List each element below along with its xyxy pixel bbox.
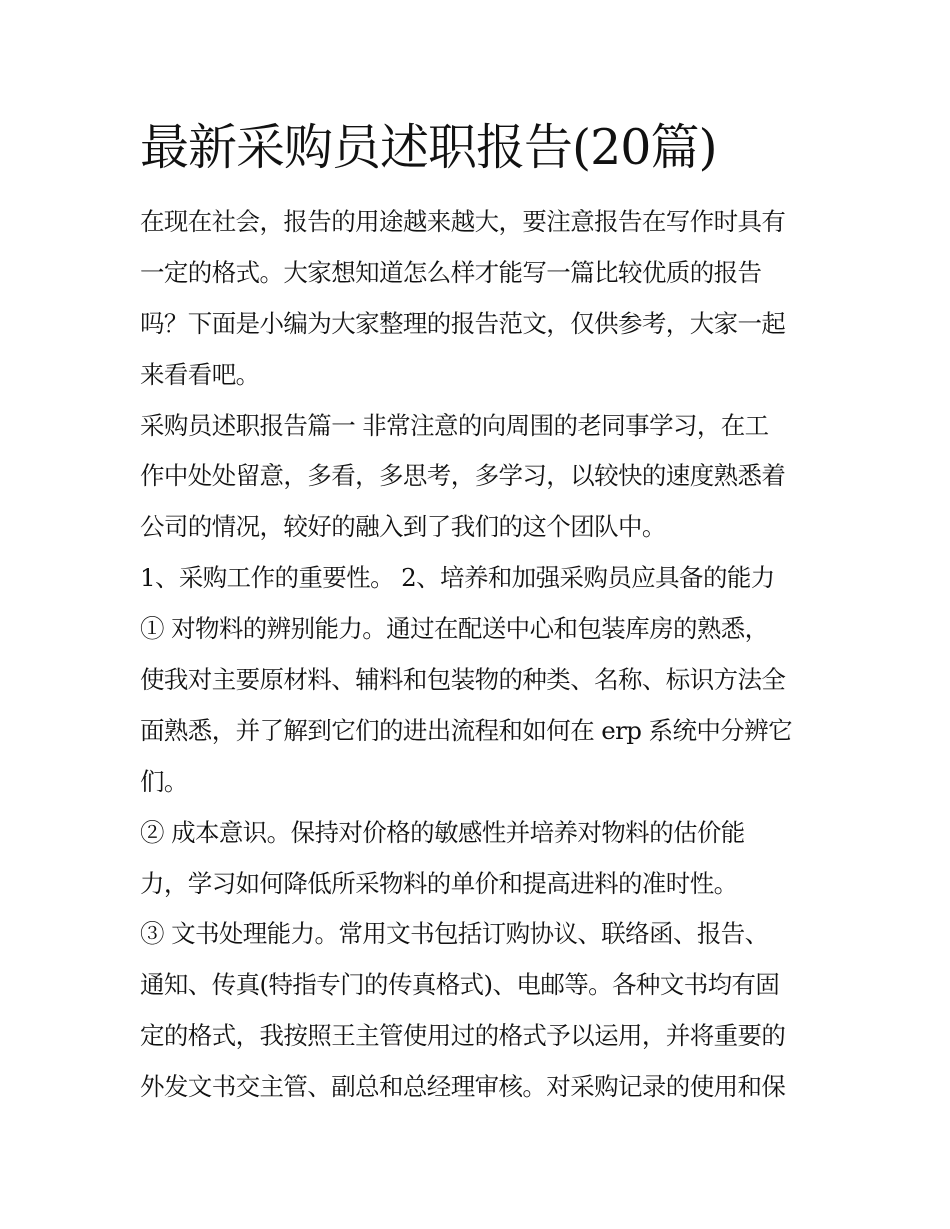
text-line: 力，学习如何降低所采物料的单价和提高进料的准时性。 <box>140 868 738 898</box>
text-line: 外发文书交主管、副总和总经理审核。对采购记录的使用和保 <box>140 1072 786 1102</box>
text-line: 作中处处留意，多看，多思考，多学习，以较快的速度熟悉着 <box>140 461 786 491</box>
text-line: 通知、传真(特指专门的传真格式)、电邮等。各种文书均有固 <box>140 970 780 1000</box>
text-line: 1、采购工作的重要性。 2、培养和加强采购员应具备的能力 <box>140 563 775 593</box>
text-line: 一定的格式。大家想知道怎么样才能写一篇比较优质的报告 <box>140 257 762 287</box>
text-line: ② 成本意识。保持对价格的敏感性并培养对物料的估价能 <box>140 817 745 847</box>
text-line: ① 对物料的辨别能力。通过在配送中心和包装库房的熟悉， <box>140 614 769 644</box>
text-line: 使我对主要原材料、辅料和包装物的种类、名称、标识方法全 <box>140 665 786 695</box>
text-line: 定的格式，我按照王主管使用过的格式予以运用，并将重要的 <box>140 1021 786 1051</box>
text-line: 面熟悉，并了解到它们的进出流程和如何在 erp 系统中分辨它 <box>140 715 792 745</box>
text-line: 们。 <box>140 766 188 796</box>
text-line: 来看看吧。 <box>140 359 260 389</box>
text-line: 在现在社会，报告的用途越来越大，要注意报告在写作时具有 <box>140 207 786 236</box>
document-body <box>140 197 820 1113</box>
text-line: 吗？下面是小编为大家整理的报告范文，仅供参考，大家一起 <box>140 308 786 338</box>
text-line: ③ 文书处理能力。常用文书包括订购协议、联络函、报告、 <box>140 919 769 949</box>
text-line: 公司的情况，较好的融入到了我们的这个团队中。 <box>140 512 666 542</box>
text-line: 采购员述职报告篇一 非常注意的向周围的老同事学习，在工 <box>140 410 769 440</box>
document-title: 最新采购员述职报告(20篇) <box>140 119 717 176</box>
